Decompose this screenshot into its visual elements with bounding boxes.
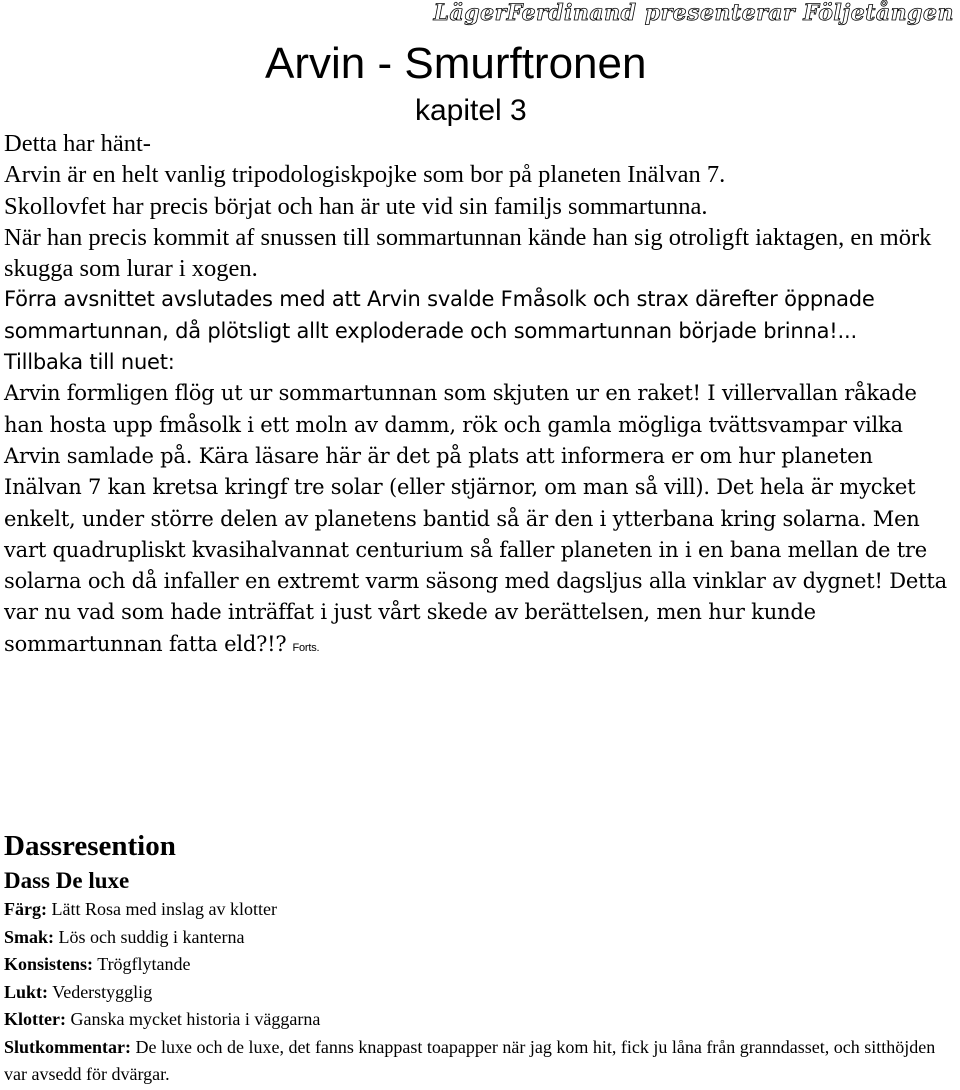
recap-heading: Detta har hänt- — [4, 130, 151, 157]
review-label: Färg: — [4, 899, 47, 919]
review-label: Smak: — [4, 926, 55, 947]
review-label: Klotter: — [4, 1009, 66, 1029]
review-row-final-comment — [4, 1034, 954, 1089]
recap-line: Skollovfet har precis börjat och han är ute vid sin familjs sommartunna. — [4, 192, 708, 220]
review-subtitle: Dass De luxe — [4, 868, 130, 893]
toilet-review — [4, 826, 954, 1089]
review-row-smell — [4, 979, 954, 1007]
last-episode-summary: Förra avsnittet avslutades med att Arvin svalde Fmåsolk och strax därefter öppnade sommartunnan, då plötsligt allt exploderade och sommartunnan började brinna!... — [4, 287, 875, 343]
review-label: Konsistens: — [4, 954, 94, 974]
review-value: De luxe och de luxe, det fanns knappast toapapper när jag kom hit, fick ju låna från granndasset, och sitthöjden var avsedd för dvärgar. — [4, 1036, 936, 1084]
story-text: Arvin formligen flög ut ur sommartunnan som skjuten ur en raket! I villervallan råkade han hosta upp fmåsolk i ett moln av damm, rök och gamla mögliga tvättsvampar vilka Arvin samlade på. Kära läsare här är det på plats att informera er om hur planeten Inälvan 7 kan kretsa kringf tre solar (eller stjärnor, om man så vill). Det hela är mycket enkelt, under större delen av planetens bantid så är den i ytterbana kring solarna. Men vart quadrupliskt kvasihalvannat centurium så faller planeten in i en bana mellan de tre solarna och då infaller en extremt varm säsong med dagsljus alla vinklar av dygnet! Detta var nu vad som hade inträffat i just vårt skede av berättelsen, men hur kunde sommartunnan fatta eld?!? — [4, 381, 947, 656]
review-title: Dassresention — [4, 830, 176, 862]
review-row-consistency — [4, 951, 954, 979]
story-body — [4, 128, 954, 664]
review-label: Slutkommentar: — [4, 1036, 131, 1057]
recap-line: När han precis kommit af snussen till sommartunnan kände han sig otroligft iaktagen, en mörk skugga som lurar i xogen. — [4, 223, 932, 283]
review-value: Lätt Rosa med inslag av klotter — [51, 899, 277, 919]
review-row-color — [4, 896, 954, 924]
story-paragraph — [4, 378, 954, 664]
back-to-now-heading: Tillbaka till nuet: — [4, 350, 175, 375]
review-label: Lukt: — [4, 981, 49, 1002]
review-value: Ganska mycket historia i väggarna — [70, 1009, 321, 1029]
review-value: Vederstygglig — [52, 981, 153, 1002]
review-row-taste — [4, 924, 954, 952]
review-value: Trögflytande — [97, 954, 191, 974]
review-row-graffiti — [4, 1006, 954, 1034]
review-value: Lös och suddig i kanterna — [58, 926, 245, 947]
series-tagline: LägerFerdinand presenterar Följetången — [433, 0, 954, 26]
story-title: Arvin - Smurftronen — [265, 39, 647, 88]
continued-label: Forts. — [292, 641, 320, 654]
recap-line: Arvin är en helt vanlig tripodologiskpojke som bor på planeten Inälvan 7. — [4, 161, 726, 189]
chapter-label: kapitel 3 — [415, 94, 527, 127]
